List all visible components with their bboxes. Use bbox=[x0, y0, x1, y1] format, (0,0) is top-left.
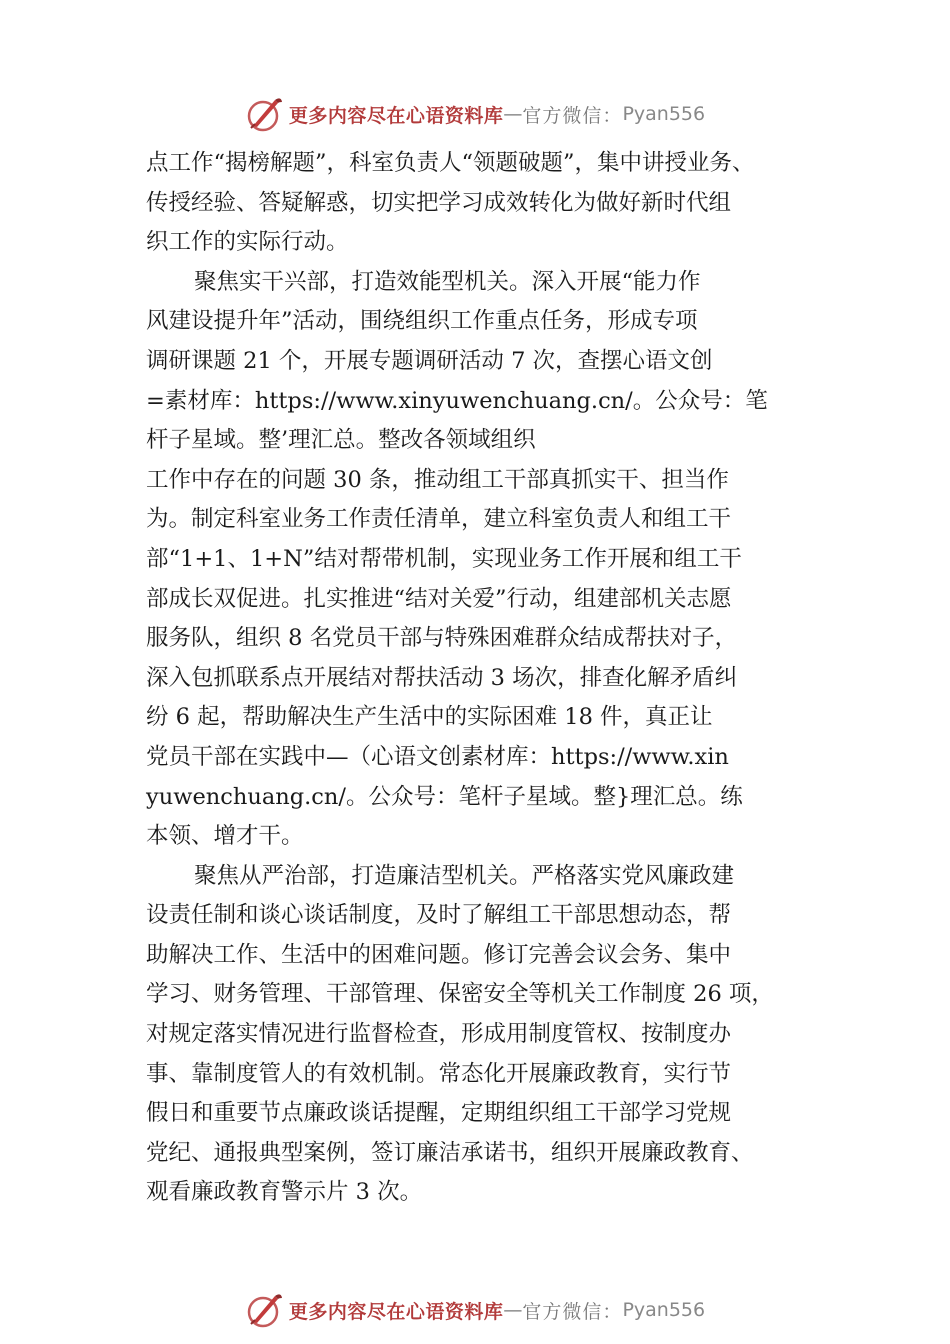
text-line: 学习、财务管理、干部管理、保密安全等机关工作制度 26 项， bbox=[146, 981, 774, 1008]
quill-logo-icon bbox=[245, 1290, 285, 1330]
paragraph-start-line: 聚焦从严治部，打造廉洁型机关。严格落实党风廉政建 bbox=[194, 862, 735, 889]
text-line: 深入包抓联系点开展结对帮扶活动 3 场次，排查化解矛盾纠 bbox=[146, 664, 738, 691]
banner-title: 更多内容尽在心语资料库 bbox=[288, 1300, 504, 1323]
text-line: 服务队，组织 8 名党员干部与特殊困难群众结成帮扶对子， bbox=[146, 625, 738, 652]
text-line: 传授经验、答疑解惑，切实把学习成效转化为做好新时代组 bbox=[146, 189, 732, 216]
document-body bbox=[146, 144, 826, 1213]
wechat-id: Pyan556 bbox=[622, 1299, 706, 1321]
text-line: 杆子星域。整’理汇总。整改各领域组织 bbox=[146, 427, 536, 454]
banner-separator: — bbox=[503, 103, 523, 125]
footer-banner bbox=[0, 1290, 950, 1330]
quill-logo-icon bbox=[245, 94, 285, 134]
wechat-id: Pyan556 bbox=[622, 103, 706, 125]
text-line: 设责任制和谈心谈话制度，及时了解组工干部思想动态，帮 bbox=[146, 902, 732, 929]
text-line: 本领、增才干。 bbox=[146, 823, 304, 850]
text-line: 对规定落实情况进行监督检查，形成用制度管权、按制度办 bbox=[146, 1021, 732, 1048]
paragraph-start-line: 聚焦实干兴部，打造效能型机关。深入开展“能力作 bbox=[194, 268, 701, 295]
text-line: 事、靠制度管人的有效机制。常态化开展廉政教育，实行节 bbox=[146, 1060, 732, 1087]
text-line: 风建设提升年”活动，围绕组织工作重点任务，形成专项 bbox=[146, 308, 698, 335]
banner-title: 更多内容尽在心语资料库 bbox=[288, 104, 504, 127]
text-line: 点工作“揭榜解题”，科室负责人“领题破题”，集中讲授业务、 bbox=[146, 150, 755, 176]
text-line: =素材库：https://www.xinyuwenchuang.cn/。公众号：笔 bbox=[146, 387, 768, 414]
text-line: 为。制定科室业务工作责任清单，建立科室负责人和组工干 bbox=[146, 506, 732, 533]
text-line: 部成长双促进。扎实推进“结对关爱”行动，组建部机关志愿 bbox=[146, 585, 732, 612]
text-line: 纷 6 起，帮助解决生产生活中的实际困难 18 件，真正让 bbox=[146, 704, 713, 731]
text-line: 党纪、通报典型案例，签订廉洁承诺书，组织开展廉政教育、 bbox=[146, 1139, 754, 1166]
text-line: yuwenchuang.cn/。公众号：笔杆子星域。整}理汇总。练 bbox=[146, 783, 743, 810]
text-line: 假日和重要节点廉政谈话提醒，定期组织组工干部学习党规 bbox=[146, 1100, 732, 1127]
banner-separator: — bbox=[503, 1299, 523, 1321]
text-line: 助解决工作、生活中的困难问题。修订完善会议会务、集中 bbox=[146, 941, 732, 968]
wechat-label: 官方微信： bbox=[522, 1300, 623, 1323]
text-line: 党员干部在实践中—（心语文创素材库：https://www.xin bbox=[146, 743, 729, 770]
text-line: 部“1+1、1+N”结对帮带机制，实现业务工作开展和组工干 bbox=[146, 545, 742, 572]
wechat-label: 官方微信： bbox=[522, 104, 623, 127]
text-line: 工作中存在的问题 30 条，推动组工干部真抓实干、担当作 bbox=[146, 466, 729, 493]
text-line: 观看廉政教育警示片 3 次。 bbox=[146, 1179, 423, 1206]
text-line: 调研课题 21 个，开展专题调研活动 7 次，查摆心语文创 bbox=[146, 347, 713, 374]
header-banner bbox=[0, 94, 950, 134]
text-line: 织工作的实际行动。 bbox=[146, 229, 349, 256]
